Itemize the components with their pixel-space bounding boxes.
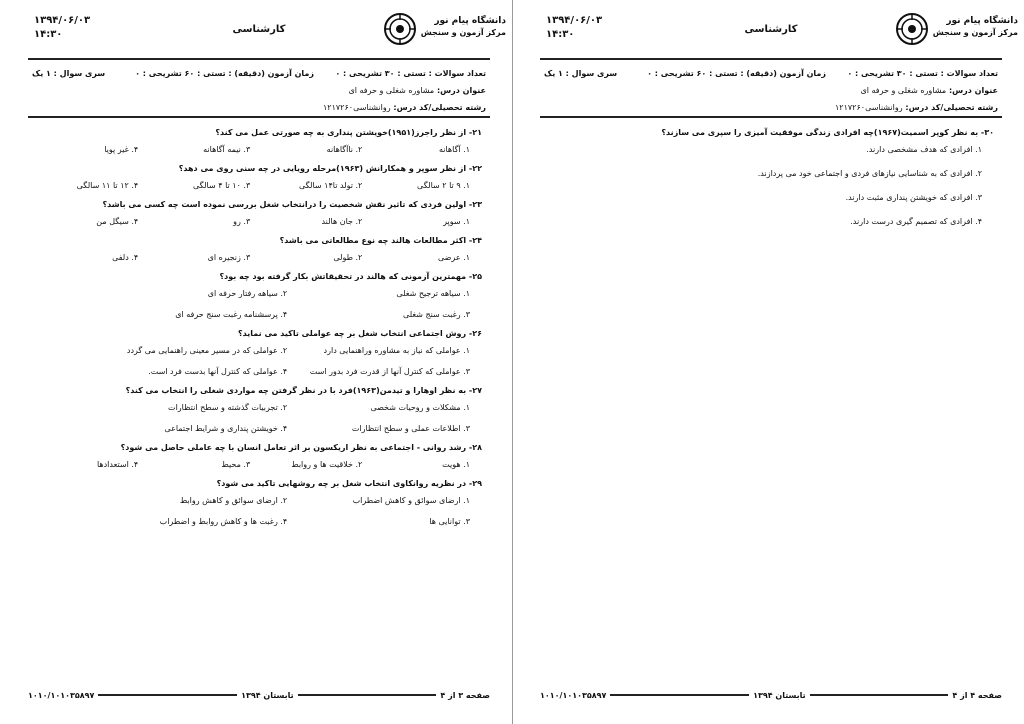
exam-page-3 [6,0,512,724]
field-code [835,103,998,112]
question-item [28,477,490,528]
page-footer [28,690,490,700]
exam-page-4 [518,0,1024,724]
exam-info-box [540,58,1002,118]
exam-time: ۱۴:۳۰ [546,29,575,40]
page-number: صفحه ۴ از ۴ [952,690,1002,700]
exam-duration: زمان آزمون (دقیقه) : تستی : ۶۰ تشریحی : ۰ [647,68,826,78]
answer-option: ۳. رو [233,217,251,226]
university-name: دانشگاه پیام نور [434,16,506,26]
answer-option: ۴. دلفی [112,253,139,262]
answer-option: ۲. طولی [333,253,363,262]
answer-option: ۳. نیمه آگاهانه [203,145,251,154]
exam-info-box [28,58,490,118]
answer-option: ۱. آگاهانه [438,145,470,154]
answer-options [28,344,490,378]
question-item [28,126,490,156]
answer-option: ۴. افرادی که تصمیم گیری درست دارند. [850,217,982,226]
question-item [28,162,490,192]
page-footer [540,690,1002,700]
field-code [323,103,486,112]
answer-option: ۴. استعدادها [96,460,139,469]
answer-options [28,494,490,528]
question-text: ۲۵- مهمترین آزمونی که هالند در تحقیقاتش بکار گرفته بود چه بود؟ [219,272,482,281]
footer-rule [98,694,237,696]
page-title: کارشناسی [232,24,286,35]
question-text: ۲۷- به نظر اوهارا و تیدمن(۱۹۶۳)فرد با در نظر گرفتن چه مواردی شغلی را انتخاب می کند؟ [125,386,482,395]
exam-code: ۱۰۱۰/۱۰۱۰۳۵۸۹۷ [539,690,607,700]
answer-options [28,215,490,228]
answer-option: ۲. سیاهه رفتار حرفه ای [207,289,288,298]
footer-rule [298,694,437,696]
answer-option: ۳. ۱۰ تا ۴ سالگی [193,181,251,190]
answer-options [28,143,490,156]
course-title [348,86,486,95]
answer-option: ۱. عواملی که نیاز به مشاوره وراهنمایی دارد [323,346,470,355]
question-text: ۲۸- رشد روانی - اجتماعی به نظر اریکسون بر اثر تعامل انسان با چه عاملی حاصل می شود؟ [120,443,482,452]
page-title: کارشناسی [744,24,798,35]
answer-option: ۲. عواملی که در مسیر معینی راهنمایی می گردد [126,346,288,355]
answer-option: ۲. ناآگاهانه [326,145,363,154]
question-item [28,327,490,378]
question-item [28,234,490,264]
answer-option: ۳. رغبت سنج شغلی [403,310,470,319]
question-list [28,126,490,534]
question-count: تعداد سوالات : تستی : ۳۰ تشریحی : ۰ [335,68,486,78]
answer-option: ۲. ارضای سوائق و کاهش روابط [179,496,288,505]
exam-datetime [546,14,602,42]
course-value: مشاوره شغلی و حرفه ای [348,85,435,95]
exam-code: ۱۰۱۰/۱۰۱۰۳۵۸۹۷ [27,690,95,700]
answer-options [28,287,490,321]
page-number: صفحه ۳ از ۴ [440,690,490,700]
question-text: ۳۰- به نظر کوپر اسمیت(۱۹۶۷)چه افرادی زندگی موفقیت آمیزی را سپری می سازند؟ [661,128,994,137]
footer-rule [610,694,749,696]
answer-option: ۱. سوپر [443,217,470,226]
answer-options [540,143,1002,228]
answer-option: ۲. خلاقیت ها و روابط [291,460,363,469]
question-text: ۲۳- اولین فردی که تاثیر نقش شخصیت را درانتخاب شغل بررسی نموده است چه کسی می باشد؟ [102,200,482,209]
course-label: عنوان درس: [948,85,998,95]
question-item [28,270,490,321]
question-list [540,126,1002,234]
field-value: روانشناسی۱۲۱۷۲۶۰ [322,102,391,112]
answer-option: ۴. سیگل من [96,217,139,226]
answer-option: ۴. عواملی که کنترل آنها بدست فرد است. [148,367,288,376]
course-value: مشاوره شغلی و حرفه ای [860,85,947,95]
question-item [540,126,1002,228]
answer-option: ۱. سیاهه ترجیح شغلی [396,289,470,298]
answer-option: ۴. رغبت ها و کاهش روابط و اضطراب [159,517,288,526]
exam-date: ۱۳۹۴/۰۶/۰۳ [546,15,603,26]
answer-options [28,401,490,435]
answer-option: ۱. عرضی [437,253,470,262]
answer-option: ۱. مشکلات و روحیات شخصی [370,403,470,412]
question-text: ۲۶- روش اجتماعی انتخاب شغل بر چه عواملی تاکید می نماید؟ [238,329,482,338]
question-item [28,441,490,471]
answer-option: ۳. توانایی ها [429,517,470,526]
answer-option: ۳. محیط [221,460,251,469]
page-header [518,8,1024,56]
page-header [6,8,512,56]
answer-option: ۲. افرادی که به شناسایی نیازهای فردی و اجتماعی خود می پردازند. [757,169,982,178]
question-count: تعداد سوالات : تستی : ۳۰ تشریحی : ۰ [847,68,998,78]
answer-option: ۴. ۱۲ تا ۱۱ سالگی [76,181,139,190]
center-name: مرکز آزمون و سنجش [932,28,1018,37]
answer-option: ۲. جان هالند [321,217,363,226]
question-series: سری سوال : ۱ یک [544,68,618,78]
course-label: عنوان درس: [436,85,486,95]
answer-option: ۲. تجربیات گذشته و سطح انتظارات [168,403,288,412]
answer-option: ۳. اطلاعات عملی و سطح انتظارات [351,424,470,433]
answer-option: ۱. ارضای سوائق و کاهش اضطراب [352,496,470,505]
exam-term: تابستان ۱۳۹۴ [753,690,806,700]
university-name: دانشگاه پیام نور [946,16,1018,26]
answer-option: ۱. ۹ تا ۲ سالگی [417,181,470,190]
exam-time: ۱۴:۳۰ [34,29,63,40]
answer-option: ۳. زنجیره ای [207,253,251,262]
question-text: ۲۴- اکثر مطالعات هالند چه نوع مطالعاتی می باشد؟ [279,236,482,245]
answer-option: ۲. تولد تا۱۴ سالگی [298,181,363,190]
question-series: سری سوال : ۱ یک [32,68,106,78]
field-label: رشته تحصیلی/کد درس: [905,102,998,112]
answer-options [28,251,490,264]
answer-option: ۱. هویت [442,460,470,469]
answer-options [28,458,490,471]
question-item [28,198,490,228]
answer-option: ۴. غیر پویا [104,145,139,154]
answer-option: ۳. عواملی که کنترل آنها از قدرت فرد بدور است [309,367,470,376]
field-value: روانشناسی۱۲۱۷۲۶۰ [834,102,903,112]
field-label: رشته تحصیلی/کد درس: [393,102,486,112]
answer-option: ۱. افرادی که هدف مشخصی دارند. [866,145,982,154]
question-item [28,384,490,435]
exam-datetime [34,14,90,42]
exam-date: ۱۳۹۴/۰۶/۰۳ [34,15,91,26]
question-text: ۲۹- در نظریه روانکاوی انتخاب شغل بر چه روشهایی تاکید می شود؟ [216,479,482,488]
footer-rule [810,694,949,696]
exam-term: تابستان ۱۳۹۴ [241,690,294,700]
answer-option: ۳. افرادی که خویشتن پنداری مثبت دارند. [845,193,982,202]
course-title [860,86,998,95]
question-text: ۲۱- از نظر راجرز(۱۹۵۱)خویشتن پنداری به چه صورتی عمل می کند؟ [215,128,482,137]
question-text: ۲۲- از نظر سوپر و همکارانش (۱۹۶۳)مرحله رویایی در چه سنی روی می دهد؟ [178,164,482,173]
center-name: مرکز آزمون و سنجش [420,28,506,37]
answer-options [28,179,490,192]
answer-option: ۴. خویشتن پنداری و شرایط اجتماعی [164,424,288,433]
exam-duration: زمان آزمون (دقیقه) : تستی : ۶۰ تشریحی : ۰ [135,68,314,78]
answer-option: ۴. پرسشنامه رغبت سنج حرفه ای [175,310,288,319]
